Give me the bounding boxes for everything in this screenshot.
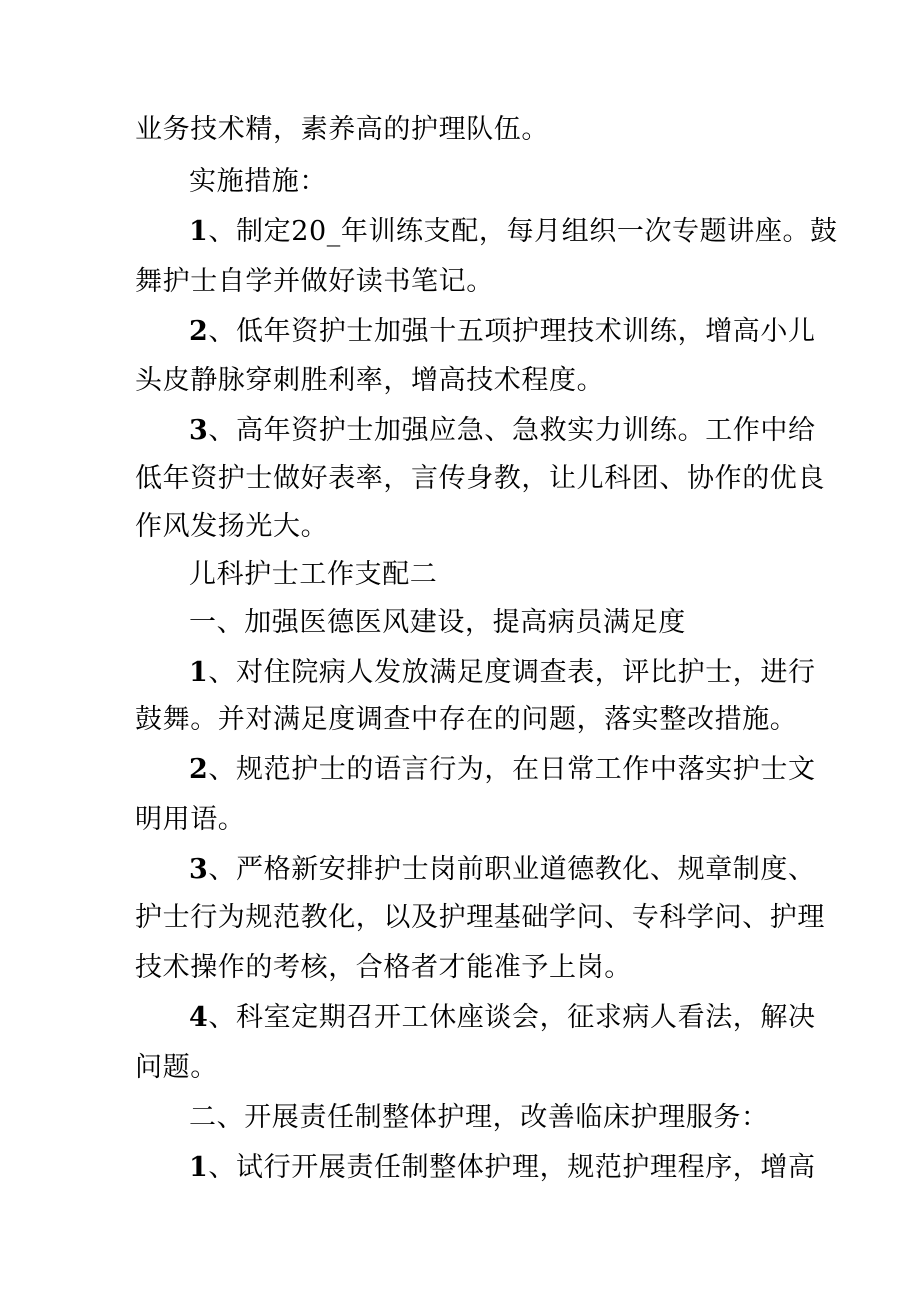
item-number: 1 <box>189 1152 209 1183</box>
list-item-line <box>189 852 816 888</box>
item-text: 、试行开展责任制整体护理，规范护理程序，增高 <box>208 1152 816 1183</box>
item-number: 2 <box>189 754 209 785</box>
list-item-line <box>189 752 816 788</box>
text-line: 问题。 <box>135 1052 218 1083</box>
section-heading: 二、开展责任制整体护理，改善临床护理服务： <box>189 1102 769 1133</box>
text-line: 作风发扬光大。 <box>135 511 329 542</box>
item-text: 、严格新安排护士岗前职业道德教化、规章制度、 <box>208 854 816 885</box>
item-number: 1 <box>189 657 209 688</box>
text-line: 低年资护士做好表率，言传身教，让儿科团、协作的优良 <box>135 463 825 494</box>
item-text: 、科室定期召开工休座谈会，征求病人看法，解决 <box>208 1002 816 1033</box>
text-line: 头皮静脉穿刺胜利率，增高技术程度。 <box>135 365 605 396</box>
list-item-line <box>189 214 838 250</box>
list-item-line <box>189 655 816 691</box>
item-text: 、规范护士的语言行为，在日常工作中落实护士文 <box>208 754 816 785</box>
item-text: 、制定20_年训练支配，每月组织一次专题讲座。鼓 <box>208 216 838 247</box>
text-line: 舞护士自学并做好读书笔记。 <box>135 266 494 297</box>
item-text: 、对住院病人发放满足度调查表，评比护士，进行 <box>208 657 816 688</box>
list-item-line <box>189 413 816 449</box>
section-heading: 一、加强医德医风建设，提高病员满足度 <box>189 607 686 638</box>
item-number: 3 <box>189 415 209 446</box>
text-line: 明用语。 <box>135 804 246 835</box>
item-text: 、高年资护士加强应急、急救实力训练。工作中给 <box>208 415 816 446</box>
list-item-line <box>189 314 816 350</box>
item-number: 2 <box>189 316 209 347</box>
text-line: 护士行为规范教化，以及护理基础学问、专科学问、护理 <box>135 902 825 933</box>
item-number: 4 <box>189 1002 209 1033</box>
section-heading: 儿科护士工作支配二 <box>189 559 438 590</box>
text-line: 技术操作的考核，合格者才能准予上岗。 <box>135 952 632 983</box>
text-line: 鼓舞。并对满足度调查中存在的问题，落实整改措施。 <box>135 704 798 735</box>
text-line: 业务技术精，素养高的护理队伍。 <box>135 114 549 145</box>
item-number: 1 <box>189 216 209 247</box>
list-item-line <box>189 1150 816 1186</box>
item-number: 3 <box>189 854 209 885</box>
section-label: 实施措施： <box>189 166 327 197</box>
item-text: 、低年资护士加强十五项护理技术训练，增高小儿 <box>208 316 816 347</box>
list-item-line <box>189 1000 816 1036</box>
